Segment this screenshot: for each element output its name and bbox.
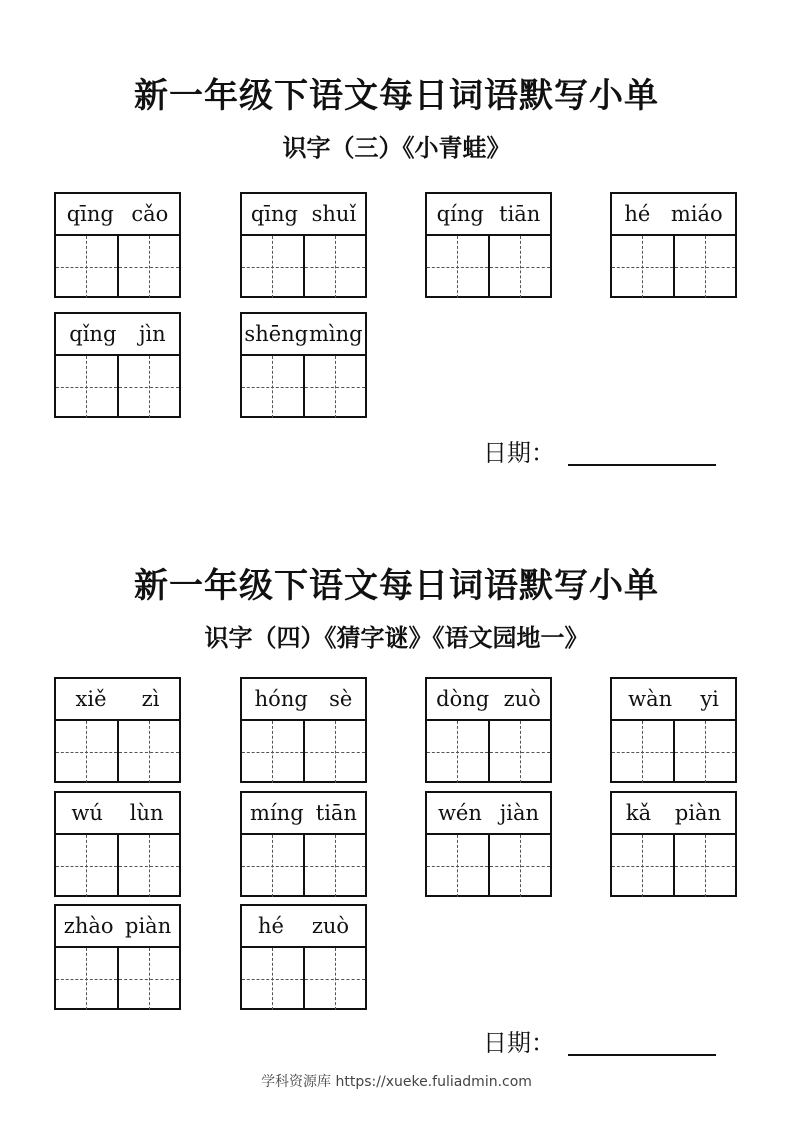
writing-grid [56, 236, 179, 298]
writing-cell[interactable] [303, 948, 366, 1010]
writing-cell[interactable] [56, 356, 117, 418]
pinyin-syllable: dòng [436, 687, 490, 711]
word-box [54, 192, 181, 298]
section-2-date-line[interactable] [568, 1054, 716, 1056]
word-box [54, 904, 181, 1010]
pinyin-syllable: tiān [499, 202, 541, 226]
writing-cell[interactable] [612, 236, 673, 298]
pinyin-syllable: piàn [674, 801, 722, 825]
word-box [240, 312, 367, 418]
section-2-title: 新一年级下语文每日词语默写小单 [134, 566, 659, 606]
writing-grid [242, 236, 365, 298]
writing-cell[interactable] [56, 721, 117, 783]
writing-grid [56, 948, 179, 1010]
writing-grid [56, 721, 179, 783]
word-box [240, 677, 367, 783]
writing-grid [427, 835, 550, 897]
footer-source: 学科资源库 https://xueke.fuliadmin.com [261, 1074, 532, 1090]
writing-cell[interactable] [117, 948, 180, 1010]
writing-cell[interactable] [303, 236, 366, 298]
pinyin-syllable: wàn [628, 687, 673, 711]
word-box [240, 904, 367, 1010]
pinyin-label [56, 679, 179, 721]
pinyin-label [242, 906, 365, 948]
pinyin-label [56, 314, 179, 356]
word-box [610, 192, 737, 298]
pinyin-syllable: sè [329, 687, 353, 711]
pinyin-syllable: zuò [503, 687, 541, 711]
pinyin-syllable: qīng [66, 202, 114, 226]
pinyin-syllable: lùn [129, 801, 164, 825]
writing-cell[interactable] [117, 236, 180, 298]
writing-cell[interactable] [673, 835, 736, 897]
writing-cell[interactable] [56, 835, 117, 897]
writing-cell[interactable] [612, 835, 673, 897]
pinyin-syllable: jìn [138, 322, 166, 346]
writing-cell[interactable] [56, 236, 117, 298]
word-box [425, 791, 552, 897]
writing-cell[interactable] [427, 835, 488, 897]
pinyin-label [427, 793, 550, 835]
writing-cell[interactable] [673, 721, 736, 783]
pinyin-label [242, 793, 365, 835]
writing-cell[interactable] [427, 721, 488, 783]
pinyin-syllable: hóng [254, 687, 308, 711]
pinyin-label [56, 793, 179, 835]
pinyin-syllable: hé [257, 914, 284, 938]
pinyin-label [242, 314, 365, 356]
pinyin-label [612, 793, 735, 835]
writing-cell[interactable] [242, 835, 303, 897]
pinyin-syllable: yi [700, 687, 719, 711]
writing-cell[interactable] [117, 356, 180, 418]
pinyin-syllable: zuò [311, 914, 350, 938]
writing-cell[interactable] [303, 356, 366, 418]
pinyin-syllable: mìng [308, 322, 363, 346]
pinyin-label [427, 679, 550, 721]
writing-grid [427, 721, 550, 783]
word-box [54, 677, 181, 783]
pinyin-syllable: hé [624, 202, 651, 226]
writing-cell[interactable] [427, 236, 488, 298]
writing-cell[interactable] [612, 721, 673, 783]
pinyin-syllable: zì [141, 687, 160, 711]
writing-cell[interactable] [242, 236, 303, 298]
word-box [240, 192, 367, 298]
pinyin-syllable: zhào [63, 914, 114, 938]
writing-cell[interactable] [242, 948, 303, 1010]
writing-grid [56, 835, 179, 897]
pinyin-syllable: xiě [75, 687, 107, 711]
writing-cell[interactable] [488, 236, 551, 298]
writing-cell[interactable] [303, 721, 366, 783]
word-box [425, 192, 552, 298]
pinyin-syllable: miáo [670, 202, 723, 226]
pinyin-syllable: shuǐ [311, 202, 357, 226]
pinyin-syllable: míng [250, 801, 304, 825]
section-1-subtitle: 识字（三）《小青蛙》 [282, 134, 511, 162]
word-box [54, 791, 181, 897]
writing-cell[interactable] [56, 948, 117, 1010]
writing-grid [427, 236, 550, 298]
pinyin-label [242, 194, 365, 236]
writing-cell[interactable] [117, 835, 180, 897]
pinyin-syllable: tiān [315, 801, 357, 825]
pinyin-label [56, 906, 179, 948]
section-1-date-line[interactable] [568, 464, 716, 466]
section-1-date-label: 日期： [483, 439, 555, 467]
writing-cell[interactable] [117, 721, 180, 783]
pinyin-label [56, 194, 179, 236]
pinyin-syllable: jiàn [499, 801, 540, 825]
pinyin-label [242, 679, 365, 721]
section-1-title: 新一年级下语文每日词语默写小单 [134, 76, 659, 116]
writing-cell[interactable] [242, 356, 303, 418]
pinyin-syllable: piàn [125, 914, 172, 938]
pinyin-syllable: qǐng [69, 322, 117, 346]
writing-cell[interactable] [488, 835, 551, 897]
writing-grid [242, 948, 365, 1010]
writing-grid [242, 356, 365, 418]
pinyin-label [427, 194, 550, 236]
word-box [425, 677, 552, 783]
section-2-date-label: 日期： [483, 1029, 555, 1057]
pinyin-syllable: wén [437, 801, 482, 825]
writing-cell[interactable] [673, 236, 736, 298]
writing-grid [612, 835, 735, 897]
writing-grid [612, 236, 735, 298]
pinyin-syllable: qīng [250, 202, 298, 226]
word-box [610, 791, 737, 897]
writing-grid [242, 721, 365, 783]
section-2-subtitle: 识字（四）《猜字谜》《语文园地一》 [204, 624, 589, 652]
pinyin-label [612, 194, 735, 236]
writing-cell[interactable] [488, 721, 551, 783]
writing-grid [56, 356, 179, 418]
pinyin-syllable: qíng [436, 202, 484, 226]
writing-grid [612, 721, 735, 783]
word-box [240, 791, 367, 897]
word-box [610, 677, 737, 783]
pinyin-syllable: shēng [244, 322, 309, 346]
pinyin-syllable: cǎo [131, 202, 169, 226]
writing-grid [242, 835, 365, 897]
writing-cell[interactable] [242, 721, 303, 783]
writing-cell[interactable] [303, 835, 366, 897]
pinyin-label [612, 679, 735, 721]
pinyin-syllable: kǎ [625, 801, 652, 825]
pinyin-syllable: wú [71, 801, 103, 825]
word-box [54, 312, 181, 418]
